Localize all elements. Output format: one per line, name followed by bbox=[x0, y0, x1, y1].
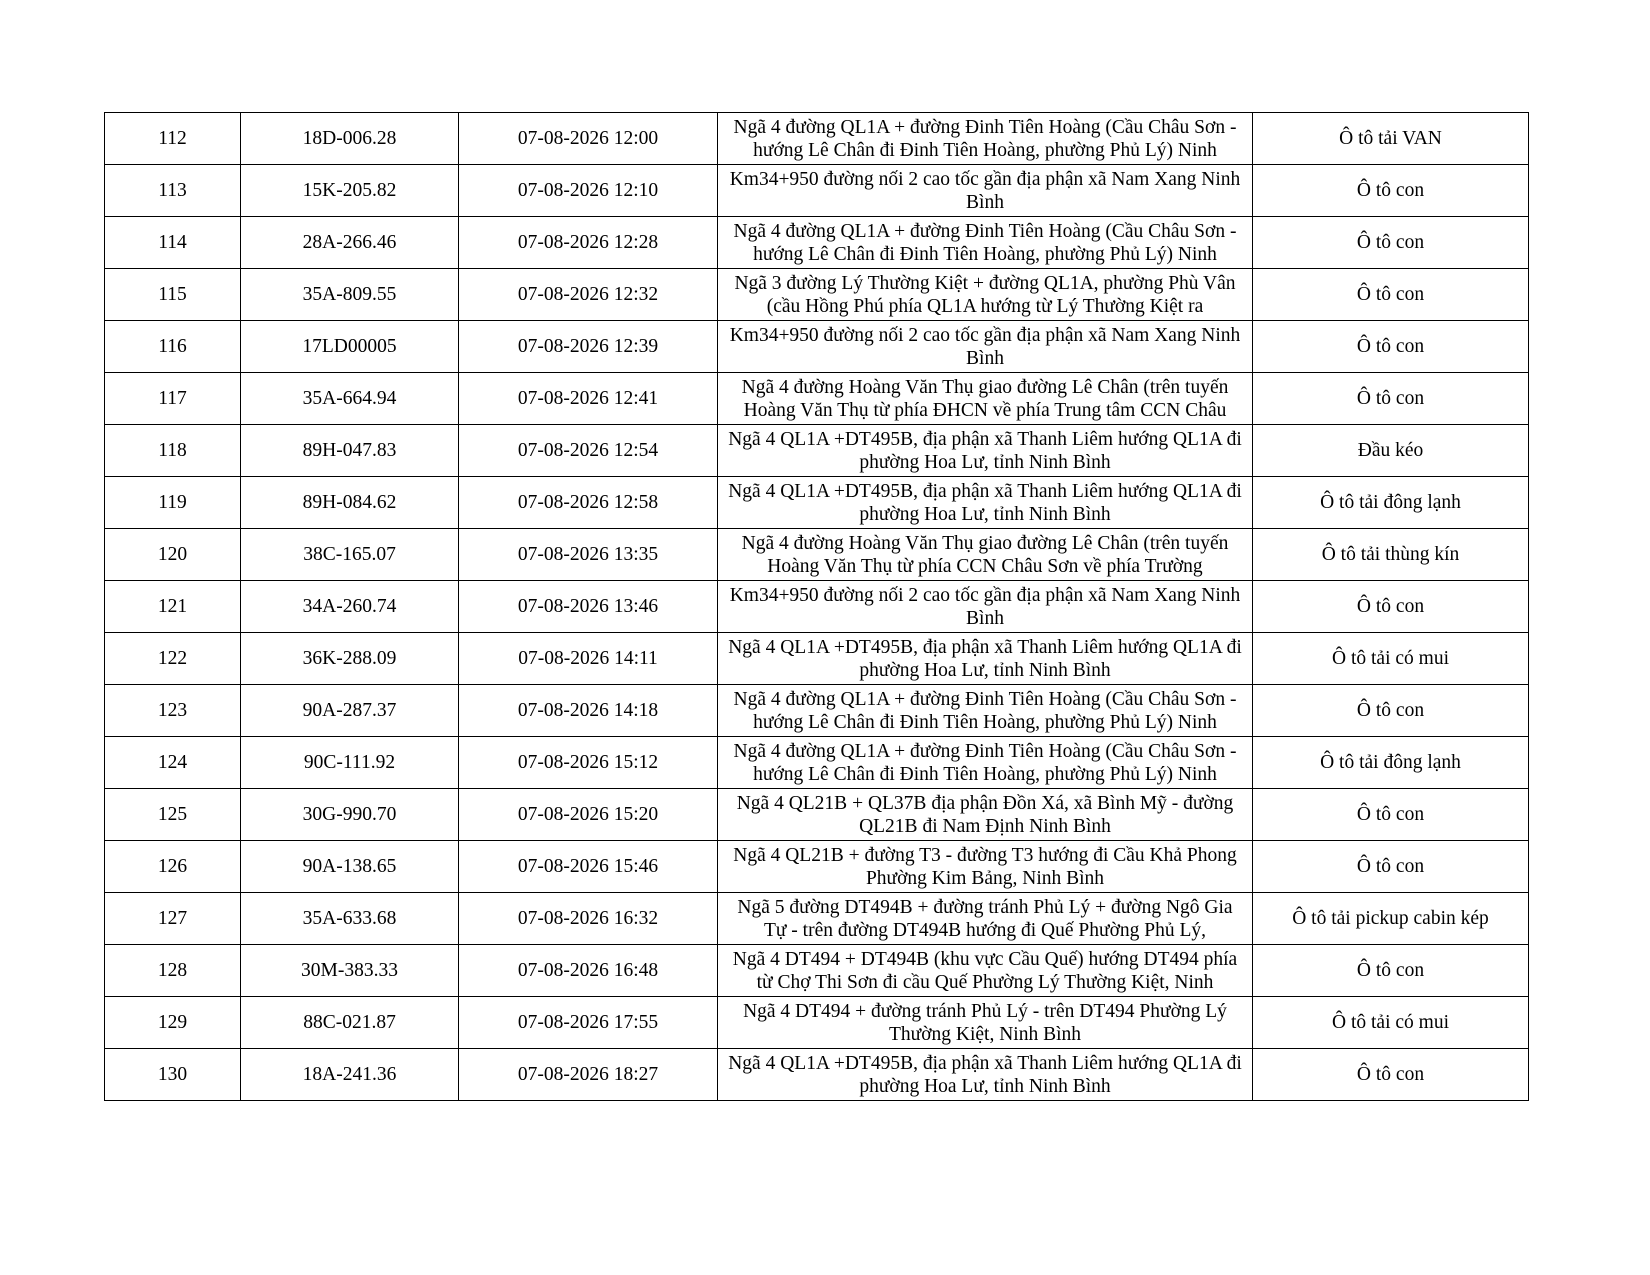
table-row bbox=[105, 269, 1529, 321]
location-text: Ngã 4 QL21B + QL37B địa phận Đồn Xá, xã Bình Mỹ - đường QL21B đi Nam Định Ninh Bình bbox=[736, 792, 1234, 837]
vehicle-type-cell: Ô tô tải đông lạnh bbox=[1253, 477, 1529, 529]
location-text: Ngã 5 đường DT494B + đường tránh Phủ Lý + đường Ngô Gia Tự - trên đường DT494B hướng đi Quế Phường Phủ Lý, bbox=[737, 896, 1233, 941]
license-plate-cell: 35A-664.94 bbox=[241, 373, 459, 425]
vehicle-type-cell: Ô tô tải có mui bbox=[1253, 997, 1529, 1049]
row-number-cell: 130 bbox=[105, 1049, 241, 1101]
license-plate-cell: 89H-084.62 bbox=[241, 477, 459, 529]
violation-time-cell: 07-08-2026 13:35 bbox=[459, 529, 718, 581]
violation-time-cell: 07-08-2026 15:46 bbox=[459, 841, 718, 893]
location-text: Km34+950 đường nối 2 cao tốc gần địa phận xã Nam Xang Ninh Bình bbox=[729, 584, 1241, 629]
table-row bbox=[105, 633, 1529, 685]
row-number-cell: 127 bbox=[105, 893, 241, 945]
row-number-cell: 129 bbox=[105, 997, 241, 1049]
location-text: Ngã 4 QL21B + đường T3 - đường T3 hướng đi Cầu Khả Phong Phường Kim Bảng, Ninh Bình bbox=[733, 844, 1237, 889]
location-cell bbox=[718, 529, 1253, 581]
location-cell bbox=[718, 373, 1253, 425]
location-cell bbox=[718, 997, 1253, 1049]
row-number-cell: 128 bbox=[105, 945, 241, 997]
vehicle-type-cell: Ô tô con bbox=[1253, 373, 1529, 425]
vehicle-type-cell: Ô tô tải pickup cabin kép bbox=[1253, 893, 1529, 945]
violation-time-cell: 07-08-2026 12:39 bbox=[459, 321, 718, 373]
vehicle-type-cell: Ô tô con bbox=[1253, 165, 1529, 217]
location-cell bbox=[718, 685, 1253, 737]
table-row bbox=[105, 1049, 1529, 1101]
row-number-cell: 124 bbox=[105, 737, 241, 789]
table-row bbox=[105, 373, 1529, 425]
location-cell bbox=[718, 945, 1253, 997]
violation-time-cell: 07-08-2026 16:32 bbox=[459, 893, 718, 945]
location-cell bbox=[718, 477, 1253, 529]
vehicle-type-cell: Ô tô con bbox=[1253, 217, 1529, 269]
location-text: Ngã 4 đường Hoàng Văn Thụ giao đường Lê Chân (trên tuyến Hoàng Văn Thụ từ phía ĐHCN về phía Trung tâm CCN Châu bbox=[741, 376, 1229, 421]
license-plate-cell: 38C-165.07 bbox=[241, 529, 459, 581]
location-text: Ngã 4 đường QL1A + đường Đinh Tiên Hoàng (Cầu Châu Sơn - hướng Lê Chân đi Đinh Tiên Hoàng, phường Phủ Lý) Ninh bbox=[733, 116, 1237, 161]
vehicle-type-cell: Ô tô con bbox=[1253, 269, 1529, 321]
row-number-cell: 113 bbox=[105, 165, 241, 217]
location-cell bbox=[718, 633, 1253, 685]
license-plate-cell: 35A-809.55 bbox=[241, 269, 459, 321]
vehicle-type-cell: Ô tô tải có mui bbox=[1253, 633, 1529, 685]
table-row bbox=[105, 685, 1529, 737]
license-plate-cell: 90A-287.37 bbox=[241, 685, 459, 737]
location-cell bbox=[718, 1049, 1253, 1101]
row-number-cell: 123 bbox=[105, 685, 241, 737]
table-body bbox=[105, 113, 1529, 1101]
vehicle-type-cell: Ô tô con bbox=[1253, 789, 1529, 841]
license-plate-cell: 30M-383.33 bbox=[241, 945, 459, 997]
location-text: Ngã 4 QL1A +DT495B, địa phận xã Thanh Liêm hướng QL1A đi phường Hoa Lư, tỉnh Ninh Bình bbox=[728, 428, 1242, 473]
vehicle-type-cell: Ô tô con bbox=[1253, 1049, 1529, 1101]
row-number-cell: 125 bbox=[105, 789, 241, 841]
license-plate-cell: 35A-633.68 bbox=[241, 893, 459, 945]
license-plate-cell: 34A-260.74 bbox=[241, 581, 459, 633]
table-row bbox=[105, 945, 1529, 997]
table-row bbox=[105, 841, 1529, 893]
violation-time-cell: 07-08-2026 12:58 bbox=[459, 477, 718, 529]
violation-time-cell: 07-08-2026 18:27 bbox=[459, 1049, 718, 1101]
license-plate-cell: 28A-266.46 bbox=[241, 217, 459, 269]
row-number-cell: 118 bbox=[105, 425, 241, 477]
license-plate-cell: 88C-021.87 bbox=[241, 997, 459, 1049]
row-number-cell: 117 bbox=[105, 373, 241, 425]
location-text: Ngã 3 đường Lý Thường Kiệt + đường QL1A, phường Phù Vân (cầu Hồng Phú phía QL1A hướng từ Lý Thường Kiệt ra bbox=[734, 272, 1236, 317]
violation-time-cell: 07-08-2026 13:46 bbox=[459, 581, 718, 633]
vehicle-type-cell: Ô tô con bbox=[1253, 945, 1529, 997]
license-plate-cell: 90C-111.92 bbox=[241, 737, 459, 789]
license-plate-cell: 18D-006.28 bbox=[241, 113, 459, 165]
table-row bbox=[105, 477, 1529, 529]
table-row bbox=[105, 789, 1529, 841]
location-cell bbox=[718, 789, 1253, 841]
table-row bbox=[105, 529, 1529, 581]
row-number-cell: 126 bbox=[105, 841, 241, 893]
license-plate-cell: 17LD00005 bbox=[241, 321, 459, 373]
table-row bbox=[105, 737, 1529, 789]
location-cell bbox=[718, 269, 1253, 321]
location-text: Ngã 4 đường QL1A + đường Đinh Tiên Hoàng (Cầu Châu Sơn - hướng Lê Chân đi Đinh Tiên Hoàng, phường Phủ Lý) Ninh bbox=[733, 688, 1237, 733]
table-row bbox=[105, 425, 1529, 477]
violation-time-cell: 07-08-2026 12:28 bbox=[459, 217, 718, 269]
location-text: Ngã 4 QL1A +DT495B, địa phận xã Thanh Liêm hướng QL1A đi phường Hoa Lư, tỉnh Ninh Bình bbox=[728, 1052, 1242, 1097]
location-cell bbox=[718, 165, 1253, 217]
license-plate-cell: 15K-205.82 bbox=[241, 165, 459, 217]
violations-table bbox=[104, 112, 1529, 1101]
license-plate-cell: 90A-138.65 bbox=[241, 841, 459, 893]
table-row bbox=[105, 113, 1529, 165]
location-text: Ngã 4 QL1A +DT495B, địa phận xã Thanh Liêm hướng QL1A đi phường Hoa Lư, tỉnh Ninh Bình bbox=[728, 636, 1242, 681]
location-cell bbox=[718, 581, 1253, 633]
vehicle-type-cell: Ô tô tải thùng kín bbox=[1253, 529, 1529, 581]
violation-time-cell: 07-08-2026 15:20 bbox=[459, 789, 718, 841]
violation-time-cell: 07-08-2026 16:48 bbox=[459, 945, 718, 997]
violation-time-cell: 07-08-2026 14:11 bbox=[459, 633, 718, 685]
violation-time-cell: 07-08-2026 12:32 bbox=[459, 269, 718, 321]
vehicle-type-cell: Ô tô con bbox=[1253, 321, 1529, 373]
table-row bbox=[105, 893, 1529, 945]
location-text: Ngã 4 DT494 + đường tránh Phủ Lý - trên DT494 Phường Lý Thường Kiệt, Ninh Bình bbox=[743, 1000, 1227, 1045]
location-text: Ngã 4 QL1A +DT495B, địa phận xã Thanh Liêm hướng QL1A đi phường Hoa Lư, tỉnh Ninh Bình bbox=[728, 480, 1242, 525]
license-plate-cell: 89H-047.83 bbox=[241, 425, 459, 477]
vehicle-type-cell: Ô tô con bbox=[1253, 841, 1529, 893]
vehicle-type-cell: Ô tô tải đông lạnh bbox=[1253, 737, 1529, 789]
row-number-cell: 112 bbox=[105, 113, 241, 165]
violation-time-cell: 07-08-2026 17:55 bbox=[459, 997, 718, 1049]
violation-time-cell: 07-08-2026 12:10 bbox=[459, 165, 718, 217]
location-cell bbox=[718, 893, 1253, 945]
location-text: Ngã 4 DT494 + DT494B (khu vực Cầu Quế) hướng DT494 phía từ Chợ Thi Sơn đi cầu Quế Phường Lý Thường Kiệt, Ninh bbox=[732, 948, 1238, 993]
violation-time-cell: 07-08-2026 15:12 bbox=[459, 737, 718, 789]
location-cell bbox=[718, 113, 1253, 165]
license-plate-cell: 30G-990.70 bbox=[241, 789, 459, 841]
vehicle-type-cell: Đầu kéo bbox=[1253, 425, 1529, 477]
row-number-cell: 120 bbox=[105, 529, 241, 581]
row-number-cell: 116 bbox=[105, 321, 241, 373]
table-row bbox=[105, 165, 1529, 217]
table-row bbox=[105, 321, 1529, 373]
violation-time-cell: 07-08-2026 12:00 bbox=[459, 113, 718, 165]
location-text: Km34+950 đường nối 2 cao tốc gần địa phận xã Nam Xang Ninh Bình bbox=[729, 168, 1241, 213]
location-cell bbox=[718, 321, 1253, 373]
table-row bbox=[105, 217, 1529, 269]
table-row bbox=[105, 997, 1529, 1049]
violation-time-cell: 07-08-2026 14:18 bbox=[459, 685, 718, 737]
vehicle-type-cell: Ô tô con bbox=[1253, 685, 1529, 737]
location-text: Km34+950 đường nối 2 cao tốc gần địa phận xã Nam Xang Ninh Bình bbox=[729, 324, 1241, 369]
location-text: Ngã 4 đường QL1A + đường Đinh Tiên Hoàng (Cầu Châu Sơn - hướng Lê Chân đi Đinh Tiên Hoàng, phường Phủ Lý) Ninh bbox=[733, 740, 1237, 785]
row-number-cell: 122 bbox=[105, 633, 241, 685]
location-text: Ngã 4 đường Hoàng Văn Thụ giao đường Lê Chân (trên tuyến Hoàng Văn Thụ từ phía CCN Châu Sơn về phía Trường bbox=[741, 532, 1229, 577]
violation-time-cell: 07-08-2026 12:54 bbox=[459, 425, 718, 477]
row-number-cell: 114 bbox=[105, 217, 241, 269]
table-row bbox=[105, 581, 1529, 633]
license-plate-cell: 36K-288.09 bbox=[241, 633, 459, 685]
violation-time-cell: 07-08-2026 12:41 bbox=[459, 373, 718, 425]
row-number-cell: 115 bbox=[105, 269, 241, 321]
location-cell bbox=[718, 737, 1253, 789]
row-number-cell: 119 bbox=[105, 477, 241, 529]
row-number-cell: 121 bbox=[105, 581, 241, 633]
vehicle-type-cell: Ô tô tải VAN bbox=[1253, 113, 1529, 165]
location-text: Ngã 4 đường QL1A + đường Đinh Tiên Hoàng (Cầu Châu Sơn - hướng Lê Chân đi Đinh Tiên Hoàng, phường Phủ Lý) Ninh bbox=[733, 220, 1237, 265]
location-cell bbox=[718, 217, 1253, 269]
vehicle-type-cell: Ô tô con bbox=[1253, 581, 1529, 633]
location-cell bbox=[718, 841, 1253, 893]
location-cell bbox=[718, 425, 1253, 477]
license-plate-cell: 18A-241.36 bbox=[241, 1049, 459, 1101]
